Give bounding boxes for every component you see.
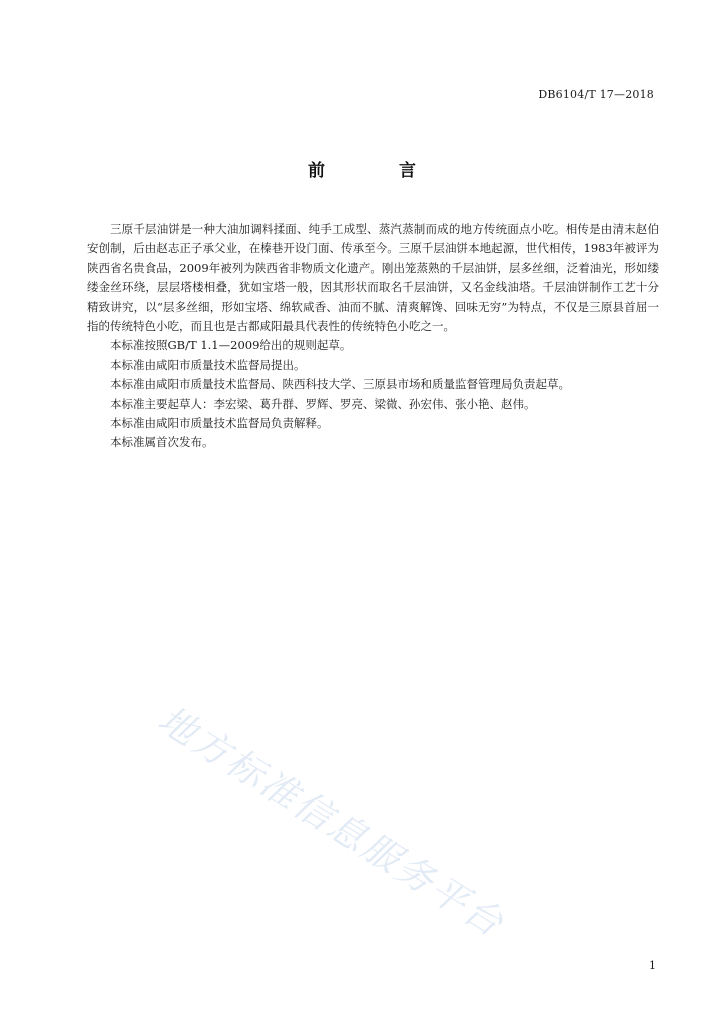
paragraph-first-release: 本标准属首次发布。 [110, 435, 214, 450]
foreword-body [87, 220, 659, 453]
watermark: 地方标准信息服务平台 [150, 697, 513, 947]
paragraph-interpretation: 本标准由咸阳市质量技术监督局负责解释。 [110, 416, 329, 431]
paragraph-proposer: 本标准由咸阳市质量技术监督局提出。 [110, 357, 306, 372]
paragraph-drafters: 本标准主要起草人：李宏梁、葛升群、罗辉、罗亮、梁微、孙宏伟、张小艳、赵伟。 [110, 396, 536, 411]
page-number: 1 [649, 959, 656, 972]
document-code: DB6104/T 17—2018 [538, 88, 654, 101]
paragraph-drafting-units: 本标准由咸阳市质量技术监督局、陕西科技大学、三原县市场和质量监督管理局负责起草。 [110, 377, 570, 392]
section-title: 前 言 [308, 161, 450, 181]
paragraph-drafting-rules: 本标准按照GB/T 1.1—2009给出的规则起草。 [110, 338, 352, 353]
paragraph-intro: 三原千层油饼是一种大油加调料揉面、纯手工成型、蒸汽蒸制而成的地方传统面点小吃。相传是由清末赵伯安创制，后由赵志正子承父业，在榛巷开设门面、传承至今。三原千层油饼本地起源，世代相传，1983年被评为陕西省名贵食品，2009年被列为陕西省非物质文化遗产。刚出笼蒸熟的千层油饼，层多丝细，泛着油光，形如缕缕金丝环绕，层层塔楼相叠，犹如宝塔一般，因其形状而取名千层油饼，又名金线油塔。千层油饼制作工艺十分精致讲究，以“层多丝细，形如宝塔、绵软咸香、油而不腻、清爽解馋、回味无穷”为特点，不仅是三原县首屈一指的传统特色小吃，而且也是古都咸阳最具代表性的传统特色小吃之一。 [87, 222, 659, 334]
